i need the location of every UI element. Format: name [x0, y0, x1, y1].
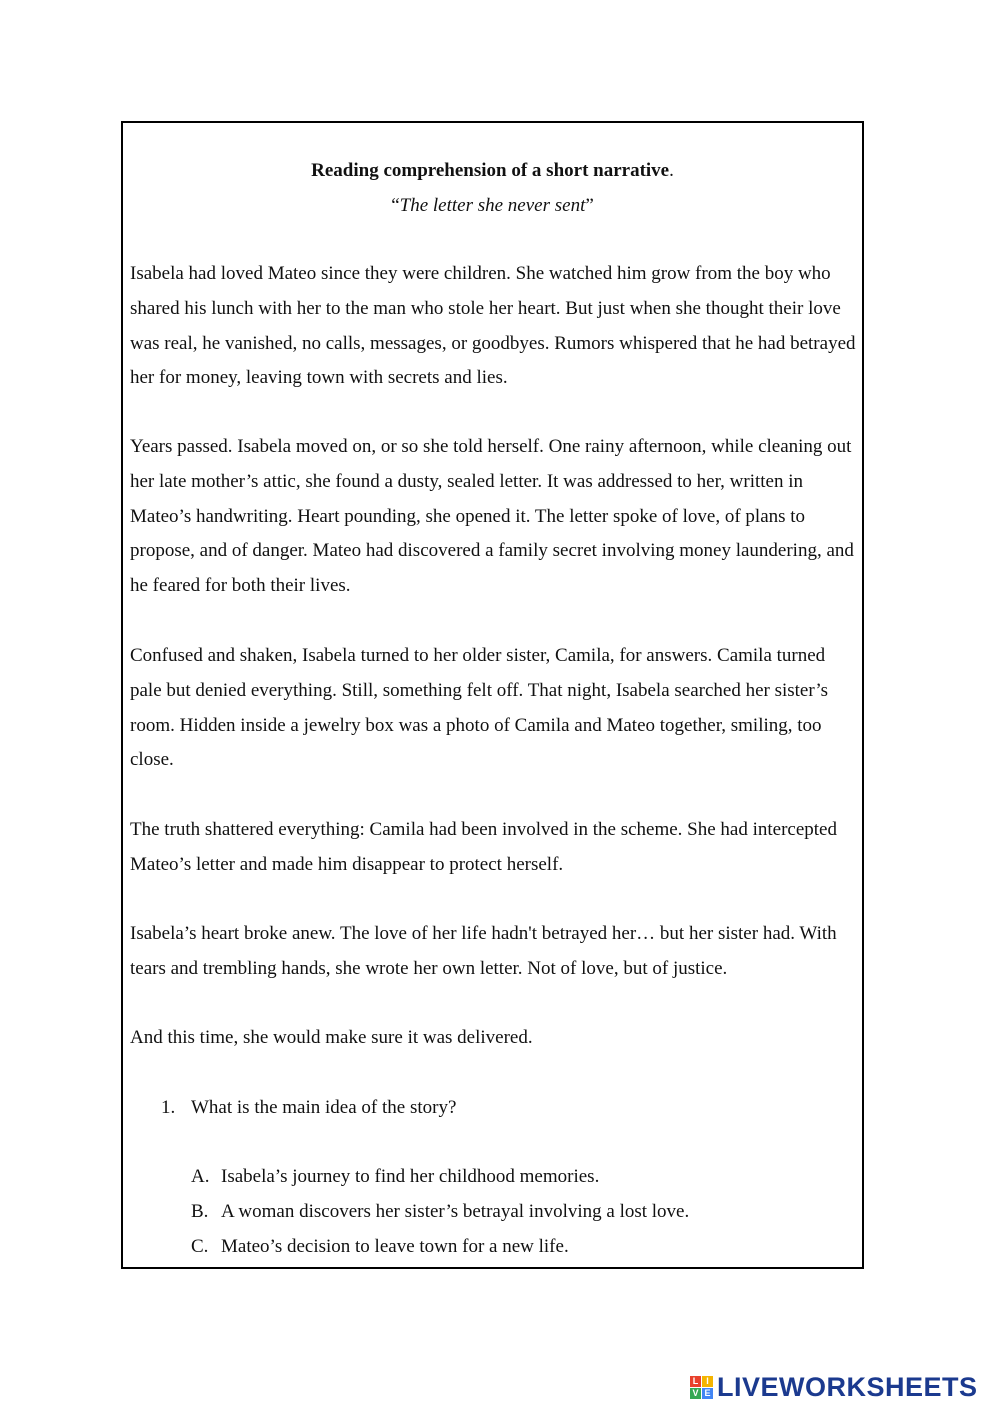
story-paragraph-3: Confused and shaken, Isabela turned to her older sister, Camila, for answers. Camila turned pale but denied everything. Still, something felt off. That night, Isabela searched her sister’s room. Hidden inside a jewelry box was a photo of Camila and Mateo together, smiling, too close. [130, 645, 829, 771]
liveworksheets-logo [690, 1372, 978, 1402]
brand-name: LIVEWORKSHEETS [717, 1371, 978, 1402]
logo-letter-l: L [690, 1376, 701, 1387]
close-quote: ” [585, 195, 594, 216]
title-period: . [669, 160, 674, 181]
worksheet-frame [121, 121, 864, 1269]
story-paragraph-4: The truth shattered everything: Camila had been involved in the scheme. She had intercepted Mateo’s letter and made him disappear to protect herself. [130, 819, 837, 875]
open-quote: “ [391, 195, 400, 216]
story-title [123, 194, 862, 218]
option-text: A woman discovers her sister’s betrayal involving a lost love. [221, 1200, 690, 1222]
answer-options [191, 1160, 689, 1264]
story-paragraph-5: Isabela’s heart broke anew. The love of her life hadn't betrayed her… but her sister had. With tears and trembling hands, she wrote her own letter. Not of love, but of justice. [130, 923, 837, 979]
option-text: Isabela’s journey to find her childhood memories. [221, 1166, 600, 1187]
option-letter: A. [191, 1166, 210, 1187]
story-paragraph-2: Years passed. Isabela moved on, or so she told herself. One rainy afternoon, while cleaning out her late mother’s attic, she found a dusty, sealed letter. It was addressed to her, written in Mateo’s handwriting. Heart pounding, she opened it. The letter spoke of love, of plans to propose, and of danger. Mateo had discovered a family secret involving money laundering, and he feared for both their lives. [130, 436, 854, 597]
logo-letter-e: E [702, 1388, 713, 1399]
worksheet-title [123, 159, 862, 183]
question-text: What is the main idea of the story? [191, 1097, 457, 1118]
logo-letter-i: I [702, 1376, 713, 1387]
story-title-text: The letter she never sent [399, 195, 586, 216]
option-letter: C. [191, 1235, 209, 1257]
answer-option-a[interactable] [191, 1160, 689, 1195]
logo-letter-v: V [690, 1388, 701, 1399]
story-paragraph-1: Isabela had loved Mateo since they were children. She watched him grow from the boy who shared his lunch with her to the man who stole her heart. But just when she thought their love was real, he vanished, no calls, messages, or goodbyes. Rumors whispered that he had betrayed her for money, leaving town with secrets and lies. [130, 263, 856, 389]
question-1 [161, 1091, 456, 1125]
question-number: 1. [161, 1097, 176, 1118]
option-text: Mateo’s decision to leave town for a new life. [221, 1235, 569, 1257]
answer-option-c[interactable] [191, 1230, 689, 1265]
answer-option-b[interactable] [191, 1195, 689, 1230]
story-paragraph-6: And this time, she would make sure it was delivered. [130, 1027, 533, 1048]
option-letter: B. [191, 1200, 209, 1222]
live-logo-icon [690, 1376, 713, 1399]
title-bold: Reading comprehension of a short narrative [311, 160, 670, 181]
